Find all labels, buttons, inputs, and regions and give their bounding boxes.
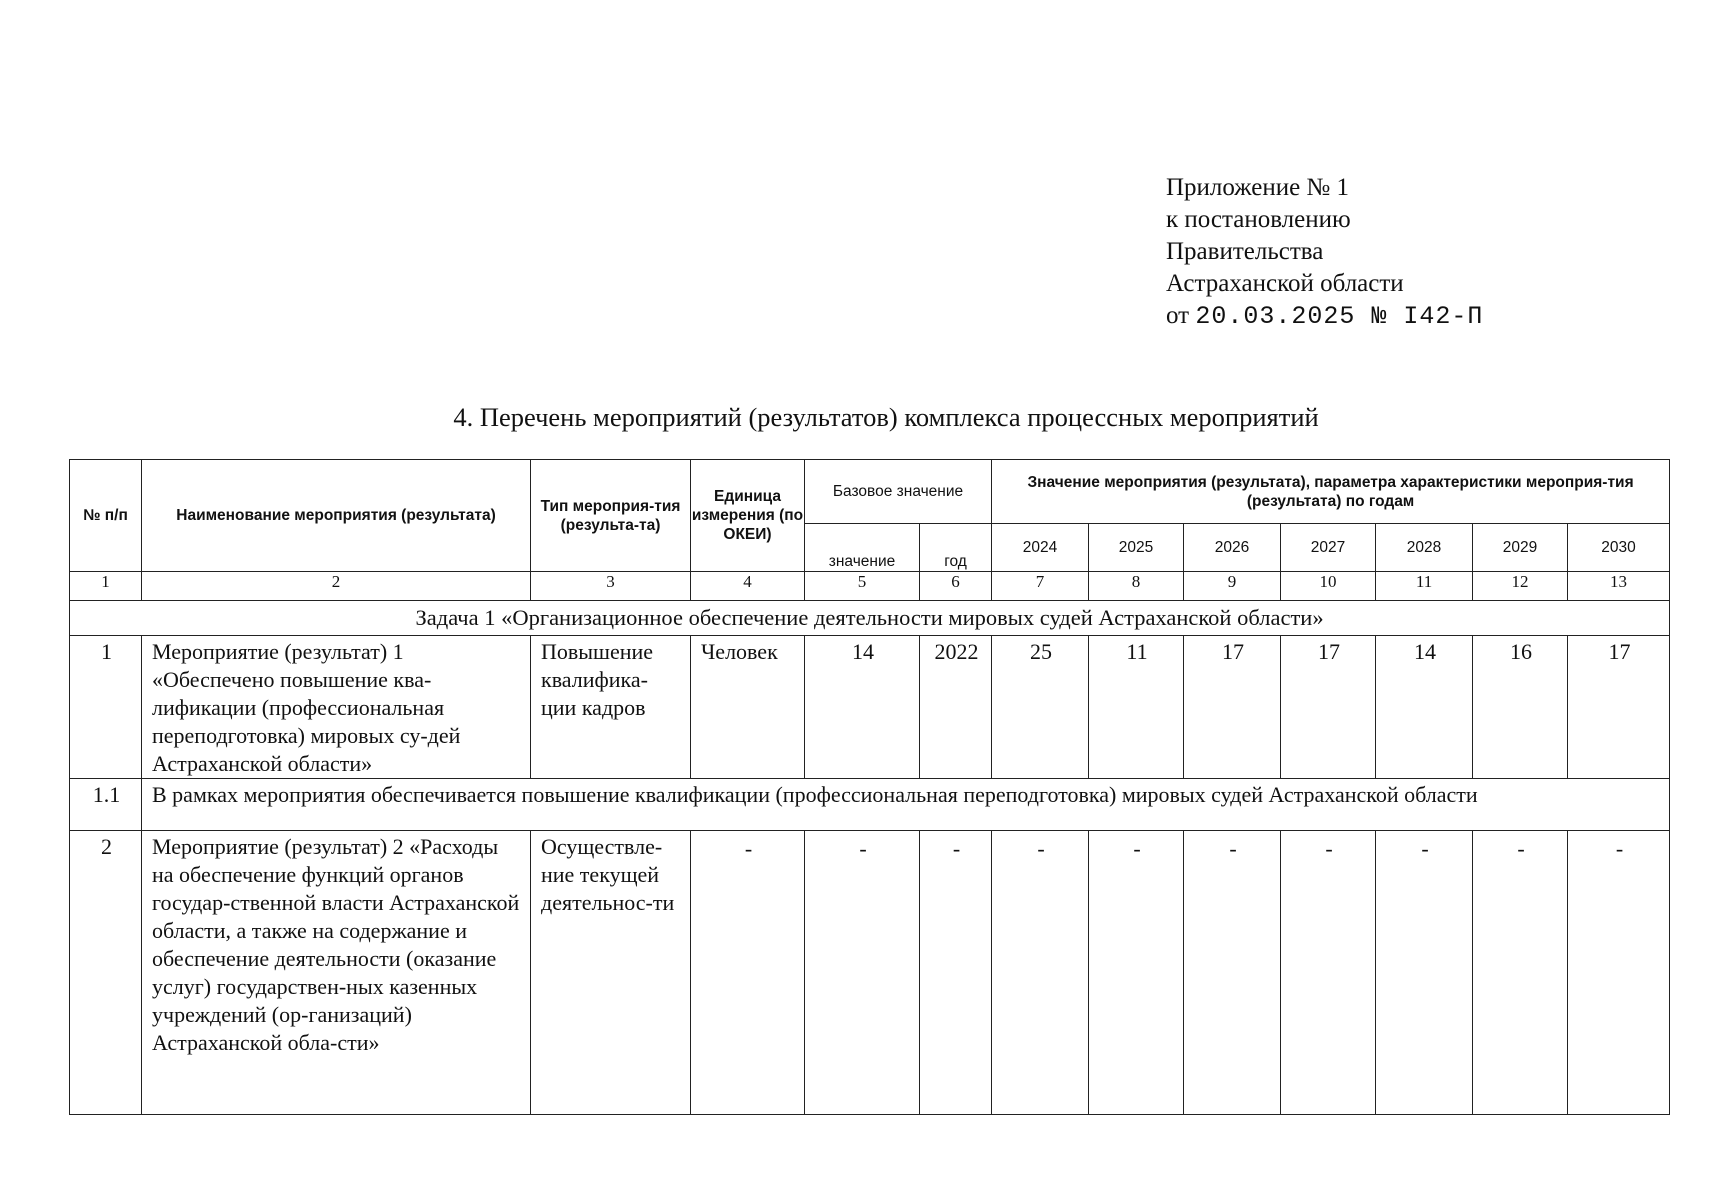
appendix-line-3: Правительства xyxy=(1166,238,1324,265)
appendix-line-1: Приложение № 1 xyxy=(1166,174,1350,201)
row-type: Осуществле-ние текущей деятельнос-ти xyxy=(531,831,691,1115)
appendix-date-prefix: от xyxy=(1166,302,1190,329)
header-num: № п/п xyxy=(70,460,142,572)
appendix-date: 20.03.2025 № I42-П xyxy=(1195,302,1484,331)
row-value-2025: 11 xyxy=(1089,636,1184,779)
appendix-line-4: Астраханской области xyxy=(1166,270,1404,297)
header-year-2028: 2028 xyxy=(1376,524,1473,572)
row-value-2027: 17 xyxy=(1281,636,1376,779)
header-years-group: Значение мероприятия (результата), параметра характеристики мероприя-тия (результата) по годам xyxy=(992,460,1670,524)
measures-table xyxy=(69,459,1670,1115)
row-base-year: 2022 xyxy=(920,636,992,779)
header-year-2027: 2027 xyxy=(1281,524,1376,572)
row-value-2029: - xyxy=(1473,831,1568,1115)
row-base-value: 14 xyxy=(805,636,920,779)
row-value-2024: 25 xyxy=(992,636,1089,779)
column-number: 2 xyxy=(142,572,531,601)
row-value-2025: - xyxy=(1089,831,1184,1115)
row-unit: Человек xyxy=(691,636,805,779)
row-value-2028: 14 xyxy=(1376,636,1473,779)
row-value-2026: - xyxy=(1184,831,1281,1115)
column-number: 9 xyxy=(1184,572,1281,601)
appendix-line-2: к постановлению xyxy=(1166,206,1351,233)
row-value-2026: 17 xyxy=(1184,636,1281,779)
row-value-2024: - xyxy=(992,831,1089,1115)
appendix-block xyxy=(1166,172,1483,333)
task-row xyxy=(70,601,1670,636)
column-number: 11 xyxy=(1376,572,1473,601)
header-year-2026: 2026 xyxy=(1184,524,1281,572)
row-value-2030: 17 xyxy=(1568,636,1670,779)
column-number: 13 xyxy=(1568,572,1670,601)
header-unit: Единица измерения (по ОКЕИ) xyxy=(691,460,805,572)
row-type: Повышение квалифика-ции кадров xyxy=(531,636,691,779)
row-name: Мероприятие (результат) 2 «Расходы на обеспечение функций органов государ-ственной власти Астраханской области, а также на содержание и обеспечение деятельности (оказание услуг) государствен-ных казенных учреждений (ор-ганизаций) Астраханской обла-сти» xyxy=(142,831,531,1115)
table-row-note xyxy=(70,779,1670,831)
column-number: 12 xyxy=(1473,572,1568,601)
column-number: 6 xyxy=(920,572,992,601)
row-num: 2 xyxy=(70,831,142,1115)
row-value-2027: - xyxy=(1281,831,1376,1115)
row-value-2030: - xyxy=(1568,831,1670,1115)
header-year-2024: 2024 xyxy=(992,524,1089,572)
header-row-1 xyxy=(70,460,1670,524)
row-base-year: - xyxy=(920,831,992,1115)
row-value-2029: 16 xyxy=(1473,636,1568,779)
header-base: Базовое значение xyxy=(805,460,992,524)
row-base-value: - xyxy=(805,831,920,1115)
row-num: 1.1 xyxy=(70,779,142,831)
header-base-value: значение xyxy=(805,524,920,572)
header-name: Наименование мероприятия (результата) xyxy=(142,460,531,572)
row-num: 1 xyxy=(70,636,142,779)
row-note: В рамках мероприятия обеспечивается повышение квалификации (профессиональная переподготовка) мировых судей Астраханской области xyxy=(142,779,1670,831)
header-type: Тип мероприя-тия (результа-та) xyxy=(531,460,691,572)
row-value-2028: - xyxy=(1376,831,1473,1115)
row-unit: - xyxy=(691,831,805,1115)
row-name: Мероприятие (результат) 1 «Обеспечено повышение ква-лификации (профессиональная переподготовка) мировых су-дей Астраханской области» xyxy=(142,636,531,779)
header-year-2025: 2025 xyxy=(1089,524,1184,572)
column-numbers-row xyxy=(70,572,1670,601)
table-row xyxy=(70,831,1670,1115)
table-row xyxy=(70,636,1670,779)
page-title: 4. Перечень мероприятий (результатов) комплекса процессных мероприятий xyxy=(453,402,1319,432)
column-number: 3 xyxy=(531,572,691,601)
column-number: 5 xyxy=(805,572,920,601)
column-number: 7 xyxy=(992,572,1089,601)
column-number: 10 xyxy=(1281,572,1376,601)
header-year-2030: 2030 xyxy=(1568,524,1670,572)
task-title: Задача 1 «Организационное обеспечение деятельности мировых судей Астраханской области» xyxy=(70,601,1670,636)
column-number: 8 xyxy=(1089,572,1184,601)
header-year-2029: 2029 xyxy=(1473,524,1568,572)
appendix-date-line xyxy=(1166,300,1483,333)
header-base-year: год xyxy=(920,524,992,572)
column-number: 1 xyxy=(70,572,142,601)
column-number: 4 xyxy=(691,572,805,601)
